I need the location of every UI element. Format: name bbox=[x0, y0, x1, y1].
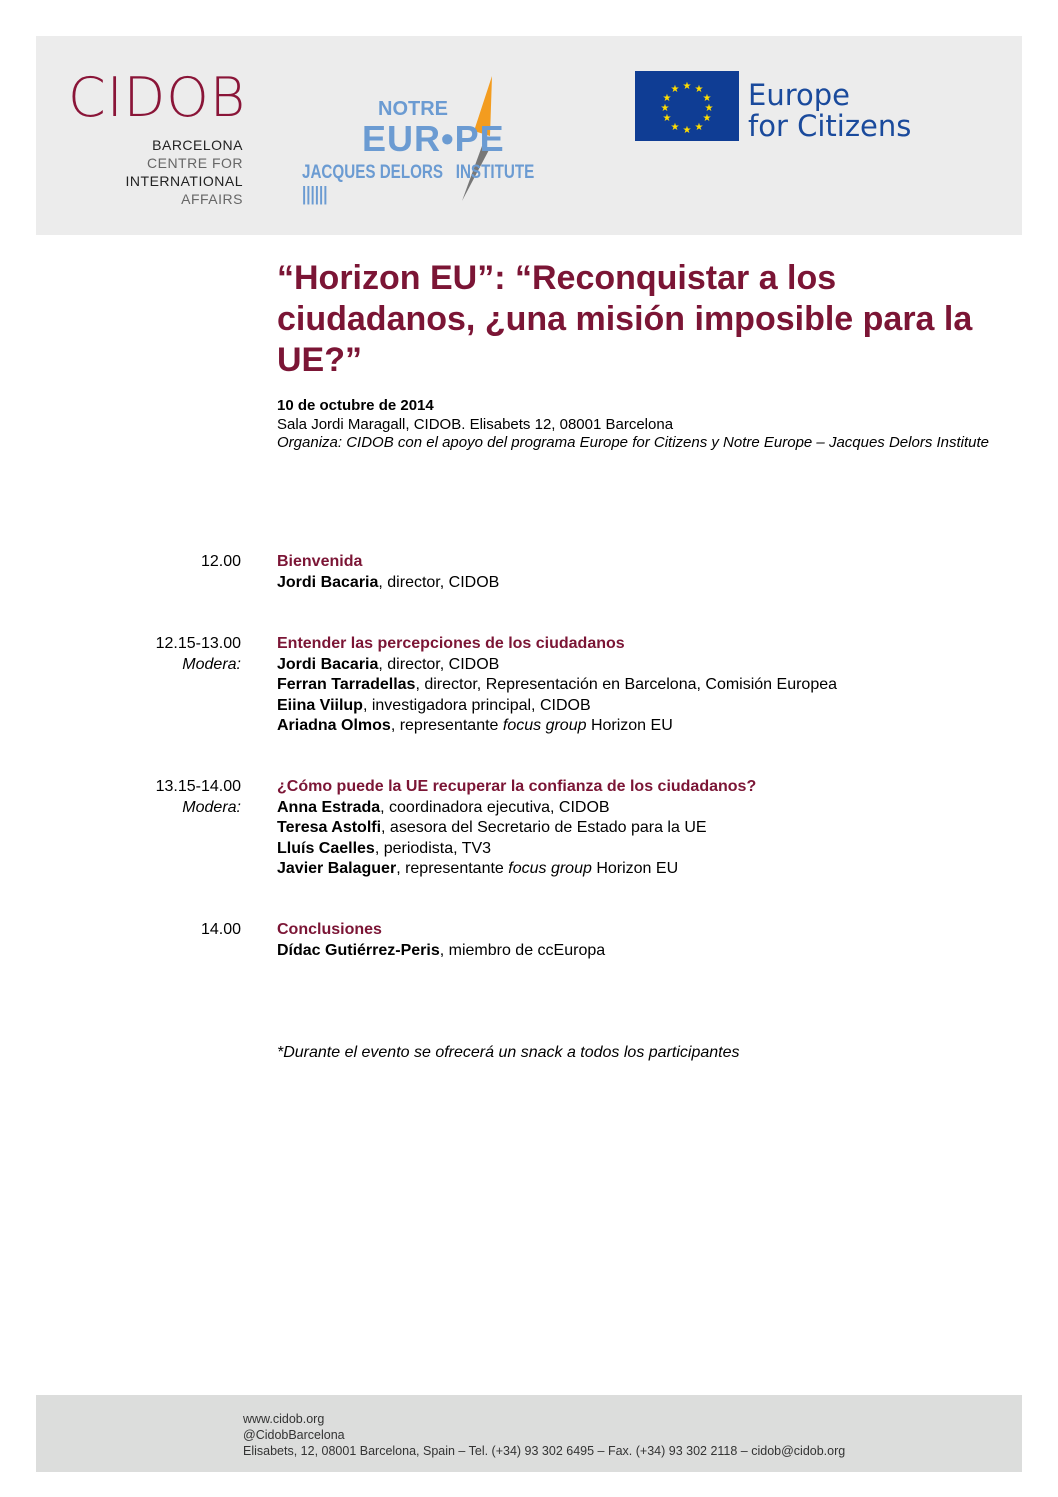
event-organizer: Organiza: CIDOB con el apoyo del programa Europe for Citizens y Notre Europe – Jacques Delors Institute bbox=[277, 434, 990, 451]
eu-stars-icon bbox=[635, 71, 739, 141]
speaker: Lluís Caelles, periodista, TV3 bbox=[277, 839, 492, 857]
snack-note: *Durante el evento se ofrecerá un snack a todos los participantes bbox=[277, 1044, 740, 1061]
session-time: 13.15-14.00 Modera: bbox=[155, 778, 241, 816]
speaker: Jordi Bacaria, director, CIDOB bbox=[277, 655, 500, 673]
speaker: Ariadna Olmos, representante focus group Horizon EU bbox=[277, 717, 673, 734]
event-date: 10 de octubre de 2014 bbox=[277, 397, 434, 414]
session-time: 12.15-13.00 Modera: bbox=[155, 635, 241, 673]
session-title: Conclusiones bbox=[277, 921, 382, 938]
cidob-logo: CIDOB bbox=[68, 66, 247, 129]
logo-line: AFFAIRS bbox=[181, 191, 243, 207]
svg-text:★: ★ bbox=[670, 122, 680, 133]
svg-text:★: ★ bbox=[670, 84, 680, 95]
agenda-session bbox=[140, 920, 1000, 961]
svg-text:★: ★ bbox=[682, 125, 692, 136]
event-meta bbox=[277, 397, 997, 453]
speaker: Javier Balaguer, representante focus group Horizon EU bbox=[277, 860, 679, 877]
logo-text: NOTRE bbox=[378, 98, 448, 120]
session-time: 12.00 bbox=[200, 553, 241, 570]
svg-text:★: ★ bbox=[694, 84, 704, 95]
notre-europe-logo bbox=[302, 76, 602, 226]
logo-line: INTERNATIONAL bbox=[125, 173, 243, 189]
cidob-subtitle bbox=[96, 136, 243, 208]
footer-twitter: @CidobBarcelona bbox=[243, 1428, 345, 1442]
agenda-session bbox=[140, 777, 1000, 880]
logo-line: BARCELONA bbox=[152, 137, 243, 153]
europe-for-citizens-logo: Europe for Citizens bbox=[748, 78, 912, 143]
session-title: ¿Cómo puede la UE recuperar la confianza de los ciudadanos? bbox=[277, 778, 757, 795]
svg-text:★: ★ bbox=[694, 122, 704, 133]
svg-text:★: ★ bbox=[702, 93, 712, 104]
session-time: 14.00 bbox=[200, 921, 241, 938]
speaker: Jordi Bacaria, director, CIDOB bbox=[277, 573, 500, 591]
svg-text:★: ★ bbox=[662, 113, 672, 124]
svg-text:★: ★ bbox=[702, 113, 712, 124]
logo-text: JACQUES DELORS INSTITUTE |||||| bbox=[302, 162, 535, 205]
speaker: Teresa Astolfi, asesora del Secretario de Estado para la UE bbox=[277, 819, 707, 836]
session-title: Bienvenida bbox=[277, 553, 363, 570]
footer-web: www.cidob.org bbox=[243, 1412, 325, 1426]
event-place: Sala Jordi Maragall, CIDOB. Elisabets 12, 08001 Barcelona bbox=[277, 415, 674, 433]
agenda-session bbox=[140, 552, 1000, 593]
speaker: Eiina Viilup, investigadora principal, CIDOB bbox=[277, 696, 591, 714]
logo-text: EUR•PE bbox=[362, 118, 505, 159]
svg-text:★: ★ bbox=[662, 93, 672, 104]
agenda-session bbox=[140, 634, 1000, 737]
svg-text:★: ★ bbox=[704, 103, 714, 114]
footer bbox=[36, 1395, 1022, 1472]
svg-text:★: ★ bbox=[682, 81, 692, 92]
session-title: Entender las percepciones de los ciudadanos bbox=[277, 635, 625, 652]
header-band bbox=[36, 36, 1022, 235]
footer-address: Elisabets, 12, 08001 Barcelona, Spain – Tel. (+34) 93 302 6495 – Fax. (+34) 93 302 2118 – cidob@cidob.org bbox=[243, 1444, 846, 1458]
logo-line: CENTRE FOR bbox=[147, 155, 243, 171]
speaker: Ferran Tarradellas, director, Representación en Barcelona, Comisión Europea bbox=[277, 676, 838, 693]
svg-text:★: ★ bbox=[660, 103, 670, 114]
speaker: Anna Estrada, coordinadora ejecutiva, CIDOB bbox=[277, 798, 610, 816]
page-title: “Horizon EU”: “Reconquistar a los ciudadanos, ¿una misión imposible para la UE?” bbox=[277, 259, 973, 379]
speaker: Dídac Gutiérrez-Peris, miembro de ccEuropa bbox=[277, 941, 606, 959]
eu-flag bbox=[635, 71, 739, 141]
